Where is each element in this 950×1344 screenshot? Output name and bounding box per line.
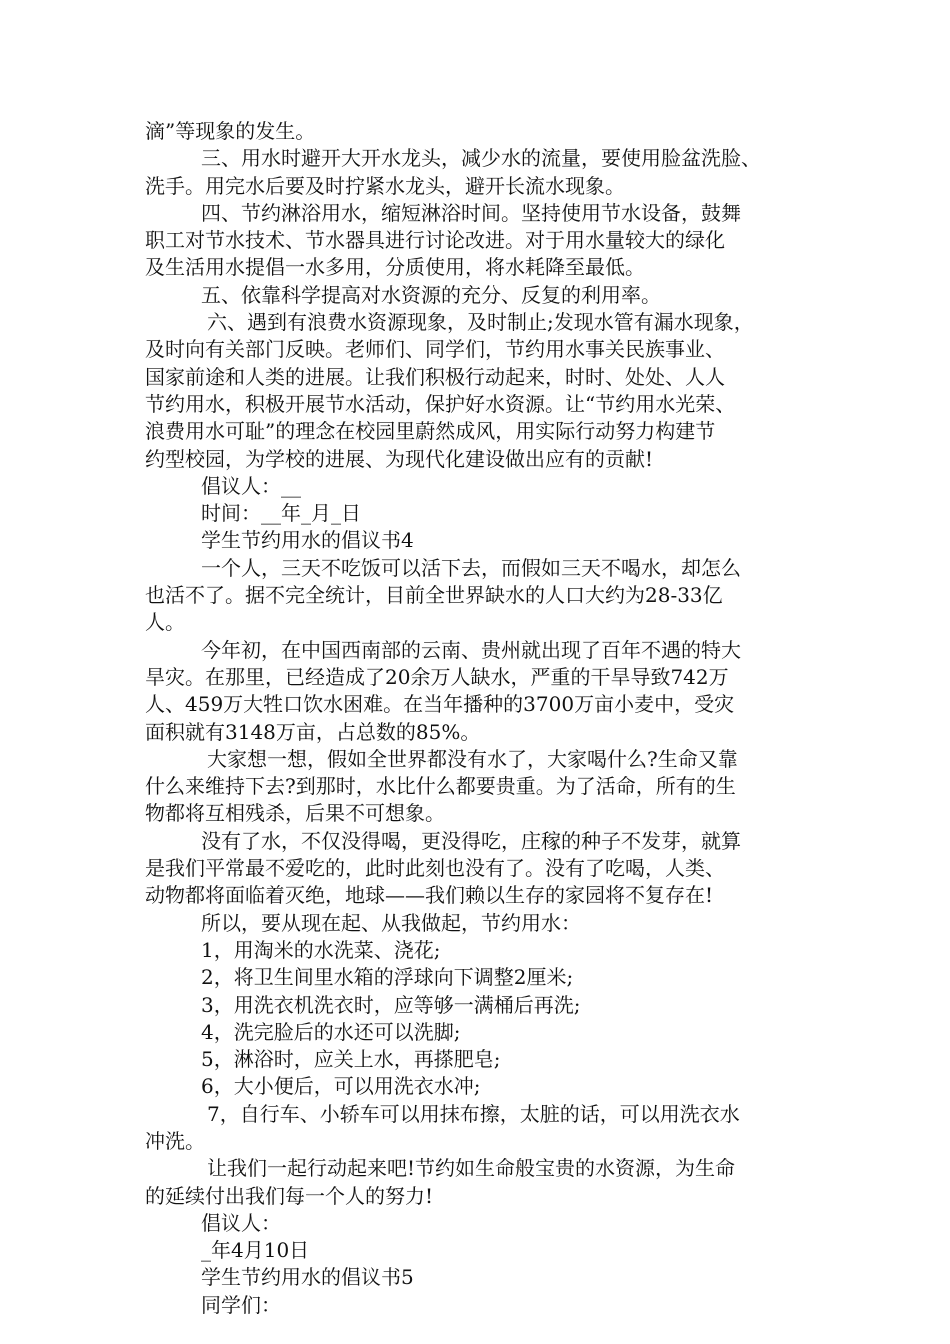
list-item: 4，洗完脸后的水还可以洗脚; <box>201 1019 461 1044</box>
list-item: 3，用洗衣机洗衣时，应等够一满桶后再洗; <box>201 992 581 1017</box>
text-line: 物都将互相残杀，后果不可想象。 <box>145 801 445 826</box>
section-title: 学生节约用水的倡议书4 <box>201 528 414 553</box>
text-line: 所以，要从现在起、从我做起，节约用水： <box>201 910 581 935</box>
text-line: 六、遇到有浪费水资源现象，及时制止;发现水管有漏水现象， <box>207 310 754 335</box>
text-line: 今年初，在中国西南部的云南、贵州就出现了百年不遇的特大 <box>201 637 741 662</box>
text-line: 及时向有关部门反映。老师们、同学们，节约用水事关民族事业、 <box>145 337 725 362</box>
text-line: 及生活用水提倡一水多用，分质使用，将水耗降至最低。 <box>145 255 645 280</box>
text-line: 约型校园，为学校的进展、为现代化建设做出应有的贡献! <box>145 446 654 471</box>
document-body <box>145 118 825 1319</box>
text-line: 什么来维持下去?到那时，水比什么都要贵重。为了活命，所有的生 <box>145 774 736 799</box>
text-line: 浪费用水可耻”的理念在校园里蔚然成风，用实际行动努力构建节 <box>145 419 716 444</box>
text-line: 没有了水，不仅没得喝，更没得吃，庄稼的种子不发芽，就算 <box>201 828 741 853</box>
text-line: 是我们平常最不爱吃的，此时此刻也没有了。没有了吃喝，人类、 <box>145 856 725 881</box>
salutation: 同学们： <box>201 1292 281 1317</box>
signature-line: 倡议人：__ <box>201 473 301 498</box>
date-line: _年4月10日 <box>201 1238 310 1263</box>
text-line: 一个人，三天不吃饭可以活下去，而假如三天不喝水，却怎么 <box>201 555 741 580</box>
text-line: 也活不了。据不完全统计，目前全世界缺水的人口大约为28-33亿 <box>145 583 723 608</box>
text-line: 大家想一想，假如全世界都没有水了，大家喝什么?生命又靠 <box>207 746 738 771</box>
text-line: 人、459万大牲口饮水困难。在当年播种的3700万亩小麦中，受灾 <box>145 692 735 717</box>
text-line: 旱灾。在那里，已经造成了20余万人缺水，严重的干旱导致742万 <box>145 664 729 689</box>
list-item: 2，将卫生间里水箱的浮球向下调整2厘米; <box>201 965 574 990</box>
list-item: 7，自行车、小轿车可以用抹布擦，太脏的话，可以用洗衣水 <box>207 1101 740 1126</box>
list-item: 5，淋浴时，应关上水，再搽肥皂; <box>201 1047 501 1072</box>
text-line: 四、节约淋浴用水，缩短淋浴时间。坚持使用节水设备，鼓舞 <box>201 200 741 225</box>
text-line: 动物都将面临着灭绝，地球——我们赖以生存的家园将不复存在! <box>145 883 714 908</box>
text-line: 人。 <box>145 610 185 635</box>
text-line: 职工对节水技术、节水器具进行讨论改进。对于用水量较大的绿化 <box>145 228 725 253</box>
text-line: 三、用水时避开大开水龙头，减少水的流量，要使用脸盆洗脸、 <box>201 146 761 171</box>
text-line: 国家前途和人类的进展。让我们积极行动起来，时时、处处、人人 <box>145 364 725 389</box>
text-line: 五、依靠科学提高对水资源的充分、反复的利用率。 <box>201 282 661 307</box>
text-line: 冲洗。 <box>145 1128 205 1153</box>
section-title: 学生节约用水的倡议书5 <box>201 1265 414 1290</box>
text-line: 节约用水，积极开展节水活动，保护好水资源。让“节约用水光荣、 <box>145 391 736 416</box>
signature-line: 倡议人： <box>201 1210 281 1235</box>
list-item: 6，大小便后，可以用洗衣水冲; <box>201 1074 481 1099</box>
text-line: 滴”等现象的发生。 <box>145 119 316 143</box>
date-line: 时间：__年_月_日 <box>201 501 361 526</box>
text-line: 的延续付出我们每一个人的努力! <box>145 1183 434 1208</box>
text-line: 让我们一起行动起来吧!节约如生命般宝贵的水资源，为生命 <box>207 1156 736 1181</box>
text-line: 面积就有3148万亩，占总数的85%。 <box>145 719 481 744</box>
text-line: 洗手。用完水后要及时拧紧水龙头，避开长流水现象。 <box>145 173 625 198</box>
list-item: 1，用淘米的水洗菜、浇花; <box>201 937 441 962</box>
